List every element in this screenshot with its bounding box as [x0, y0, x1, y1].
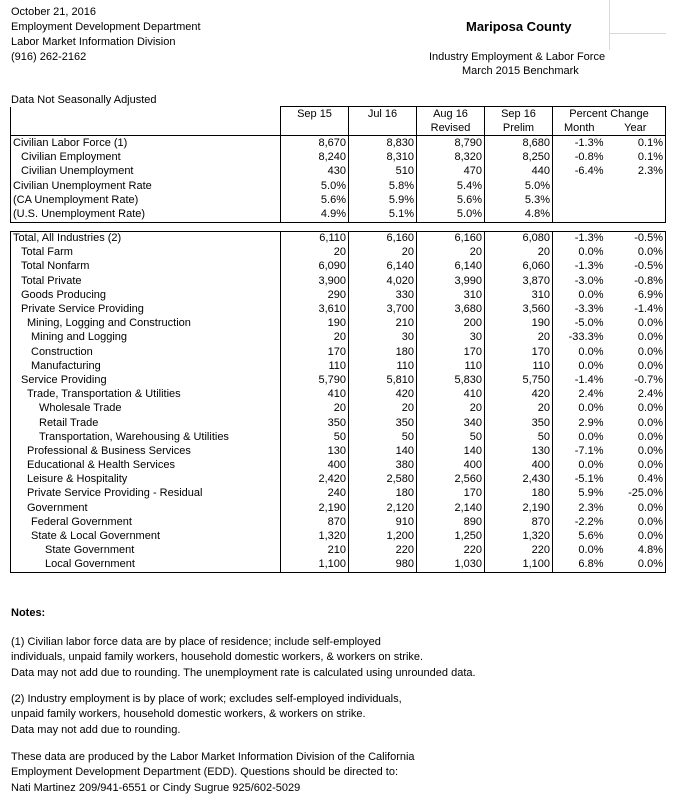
row-label: Private Service Providing - Residual — [11, 487, 281, 501]
value-cell: 130 — [281, 444, 349, 458]
month-change-cell: 0.0% — [553, 402, 606, 416]
month-change-cell: 2.4% — [553, 388, 606, 402]
value-cell: 200 — [417, 317, 485, 331]
value-cell: 220 — [485, 544, 553, 558]
table-row — [11, 165, 666, 179]
row-label: State Government — [11, 544, 281, 558]
year-change-cell — [606, 207, 666, 222]
value-cell: 110 — [485, 359, 553, 373]
value-cell: 2,120 — [349, 501, 417, 515]
value-cell: 8,670 — [281, 136, 349, 151]
note-3-line: Employment Development Department (EDD). Questions should be directed to: — [11, 766, 399, 779]
value-cell: 5.3% — [485, 193, 553, 207]
row-label: (U.S. Unemployment Rate) — [11, 207, 281, 222]
value-cell: 410 — [281, 388, 349, 402]
value-cell: 5.0% — [417, 207, 485, 222]
value-cell: 240 — [281, 487, 349, 501]
month-change-cell: -5.0% — [553, 317, 606, 331]
value-cell: 5.6% — [417, 193, 485, 207]
month-change-cell: 6.8% — [553, 558, 606, 573]
value-cell: 180 — [485, 487, 553, 501]
month-change-cell — [553, 179, 606, 193]
value-cell: 350 — [281, 416, 349, 430]
value-cell: 470 — [417, 165, 485, 179]
value-cell: 6,140 — [349, 260, 417, 274]
value-cell: 6,160 — [417, 231, 485, 246]
value-cell: 3,680 — [417, 302, 485, 316]
table-row — [11, 151, 666, 165]
value-cell: 190 — [281, 317, 349, 331]
value-cell: 6,160 — [349, 231, 417, 246]
month-change-cell: 2.9% — [553, 416, 606, 430]
row-label: Total Farm — [11, 246, 281, 260]
note-3 — [11, 750, 415, 796]
value-cell: 130 — [485, 444, 553, 458]
month-change-cell: -3.0% — [553, 274, 606, 288]
year-change-cell: 0.0% — [606, 331, 666, 345]
year-change-cell: -0.5% — [606, 231, 666, 246]
value-cell: 430 — [281, 165, 349, 179]
value-cell: 6,060 — [485, 260, 553, 274]
year-change-cell: 0.0% — [606, 345, 666, 359]
value-cell: 170 — [485, 345, 553, 359]
value-cell: 3,610 — [281, 302, 349, 316]
value-cell: 210 — [349, 317, 417, 331]
table-row — [11, 302, 666, 316]
month-change-cell: 5.9% — [553, 487, 606, 501]
value-cell: 5,790 — [281, 373, 349, 387]
table-row — [11, 345, 666, 359]
value-cell: 50 — [417, 430, 485, 444]
row-label: Goods Producing — [11, 288, 281, 302]
table-row — [11, 231, 666, 246]
row-label: Manufacturing — [11, 359, 281, 373]
value-cell: 290 — [281, 288, 349, 302]
row-label: Civilian Employment — [11, 151, 281, 165]
value-cell: 6,090 — [281, 260, 349, 274]
year-change-cell: 0.0% — [606, 430, 666, 444]
empty-cell-outline — [609, 34, 666, 50]
value-cell: 870 — [281, 515, 349, 529]
value-cell: 310 — [485, 288, 553, 302]
value-cell: 50 — [349, 430, 417, 444]
value-cell: 340 — [417, 416, 485, 430]
table-row — [11, 260, 666, 274]
month-change-cell: 5.6% — [553, 529, 606, 543]
value-cell: 4.9% — [281, 207, 349, 222]
value-cell: 110 — [417, 359, 485, 373]
value-cell: 1,250 — [417, 529, 485, 543]
col-header-jul16: Jul 16 — [349, 107, 417, 122]
month-change-cell: -2.2% — [553, 515, 606, 529]
value-cell: 220 — [417, 544, 485, 558]
year-change-cell: 0.4% — [606, 473, 666, 487]
col-header-percent-change: Percent Change — [553, 107, 666, 122]
table-row — [11, 416, 666, 430]
table-row — [11, 373, 666, 387]
row-label: Private Service Providing — [11, 302, 281, 316]
row-label: Service Providing — [11, 373, 281, 387]
row-label: Mining, Logging and Construction — [11, 317, 281, 331]
value-cell: 5.0% — [485, 179, 553, 193]
table-row — [11, 558, 666, 573]
col-header-month: Month — [553, 121, 606, 136]
county-title: Mariposa County — [466, 19, 572, 34]
value-cell: 5.4% — [417, 179, 485, 193]
year-change-cell: 2.3% — [606, 165, 666, 179]
table-row — [11, 359, 666, 373]
value-cell: 410 — [417, 388, 485, 402]
report-subtitle: Industry Employment & Labor Force — [429, 51, 606, 63]
value-cell: 140 — [417, 444, 485, 458]
value-cell: 2,420 — [281, 473, 349, 487]
month-change-cell: -0.8% — [553, 151, 606, 165]
value-cell: 3,870 — [485, 274, 553, 288]
value-cell: 20 — [349, 246, 417, 260]
value-cell: 50 — [485, 430, 553, 444]
row-label: Local Government — [11, 558, 281, 573]
row-label: (CA Unemployment Rate) — [11, 193, 281, 207]
note-1-line: individuals, unpaid family workers, household domestic workers, & workers on strike. — [11, 651, 424, 664]
col-header-sep16: Sep 16 — [485, 107, 553, 122]
col-header-year: Year — [606, 121, 666, 136]
month-change-cell: 0.0% — [553, 459, 606, 473]
row-label: Leisure & Hospitality — [11, 473, 281, 487]
year-change-cell: 2.4% — [606, 388, 666, 402]
value-cell: 2,190 — [485, 501, 553, 515]
value-cell: 870 — [485, 515, 553, 529]
table-row — [11, 193, 666, 207]
value-cell: 50 — [281, 430, 349, 444]
month-change-cell: -3.3% — [553, 302, 606, 316]
value-cell: 20 — [485, 402, 553, 416]
month-change-cell — [553, 193, 606, 207]
value-cell: 220 — [349, 544, 417, 558]
month-change-cell: 0.0% — [553, 345, 606, 359]
value-cell: 110 — [349, 359, 417, 373]
row-label: Educational & Health Services — [11, 459, 281, 473]
value-cell: 5.0% — [281, 179, 349, 193]
value-cell: 980 — [349, 558, 417, 573]
adjustment-note: Data Not Seasonally Adjusted — [11, 94, 157, 106]
value-cell: 350 — [349, 416, 417, 430]
table-row — [11, 515, 666, 529]
row-label: Federal Government — [11, 515, 281, 529]
subheader-row — [11, 121, 666, 136]
month-change-cell: -33.3% — [553, 331, 606, 345]
table-row — [11, 331, 666, 345]
value-cell: 140 — [349, 444, 417, 458]
col-header-sep15: Sep 15 — [281, 107, 349, 122]
value-cell: 30 — [417, 331, 485, 345]
value-cell: 5,750 — [485, 373, 553, 387]
value-cell: 4.8% — [485, 207, 553, 222]
value-cell: 400 — [485, 459, 553, 473]
value-cell: 2,430 — [485, 473, 553, 487]
value-cell: 6,080 — [485, 231, 553, 246]
row-label: Retail Trade — [11, 416, 281, 430]
value-cell: 420 — [485, 388, 553, 402]
table-row — [11, 487, 666, 501]
value-cell: 20 — [485, 246, 553, 260]
value-cell: 910 — [349, 515, 417, 529]
year-change-cell: 0.0% — [606, 558, 666, 573]
value-cell: 310 — [417, 288, 485, 302]
value-cell: 210 — [281, 544, 349, 558]
month-change-cell: -7.1% — [553, 444, 606, 458]
value-cell: 3,900 — [281, 274, 349, 288]
table-row — [11, 430, 666, 444]
benchmark-label: March 2015 Benchmark — [462, 65, 579, 77]
value-cell: 5,830 — [417, 373, 485, 387]
value-cell: 3,990 — [417, 274, 485, 288]
value-cell: 6,140 — [417, 260, 485, 274]
row-label: Professional & Business Services — [11, 444, 281, 458]
year-change-cell: -0.5% — [606, 260, 666, 274]
note-1-line: Data may not add due to rounding. The unemployment rate is calculated using unrounded data. — [11, 666, 476, 679]
value-cell: 2,190 — [281, 501, 349, 515]
value-cell: 330 — [349, 288, 417, 302]
row-label: Transportation, Warehousing & Utilities — [11, 430, 281, 444]
table-row — [11, 459, 666, 473]
year-change-cell: -1.4% — [606, 302, 666, 316]
value-cell: 2,140 — [417, 501, 485, 515]
value-cell: 1,030 — [417, 558, 485, 573]
value-cell: 1,320 — [281, 529, 349, 543]
note-2-line: Data may not add due to rounding. — [11, 723, 181, 736]
header-row — [11, 107, 666, 122]
value-cell: 2,580 — [349, 473, 417, 487]
month-change-cell: 0.0% — [553, 359, 606, 373]
value-cell: 8,320 — [417, 151, 485, 165]
value-cell: 1,100 — [281, 558, 349, 573]
notes-title: Notes: — [11, 607, 46, 619]
value-cell: 20 — [281, 402, 349, 416]
table-row — [11, 317, 666, 331]
table-row — [11, 207, 666, 222]
value-cell: 5.1% — [349, 207, 417, 222]
table-row — [11, 179, 666, 193]
value-cell: 5.6% — [281, 193, 349, 207]
note-1-line: (1) Civilian labor force data are by place of residence; include self-employed — [11, 636, 381, 648]
value-cell: 3,560 — [485, 302, 553, 316]
month-change-cell — [553, 207, 606, 222]
empty-cell-outline — [609, 0, 666, 34]
year-change-cell: 0.0% — [606, 444, 666, 458]
col-subheader-revised: Revised — [417, 121, 485, 136]
month-change-cell: 0.0% — [553, 430, 606, 444]
value-cell: 3,700 — [349, 302, 417, 316]
year-change-cell: 0.0% — [606, 402, 666, 416]
value-cell: 420 — [349, 388, 417, 402]
row-label: Total, All Industries (2) — [11, 231, 281, 246]
year-change-cell: 0.0% — [606, 246, 666, 260]
month-change-cell: -1.3% — [553, 260, 606, 274]
value-cell: 170 — [417, 345, 485, 359]
year-change-cell: 0.1% — [606, 151, 666, 165]
month-change-cell: 0.0% — [553, 544, 606, 558]
row-label: Civilian Unemployment Rate — [11, 179, 281, 193]
year-change-cell: 0.0% — [606, 501, 666, 515]
year-change-cell: 4.8% — [606, 544, 666, 558]
row-label: Total Nonfarm — [11, 260, 281, 274]
month-change-cell: 0.0% — [553, 246, 606, 260]
year-change-cell: 0.0% — [606, 317, 666, 331]
col-header-aug16: Aug 16 — [417, 107, 485, 122]
table-row — [11, 288, 666, 302]
table-row — [11, 501, 666, 515]
value-cell: 30 — [349, 331, 417, 345]
month-change-cell: -5.1% — [553, 473, 606, 487]
year-change-cell: 0.1% — [606, 136, 666, 151]
note-2-line: (2) Industry employment is by place of work; excludes self-employed individuals, — [11, 693, 402, 705]
table-row — [11, 136, 666, 151]
value-cell: 190 — [485, 317, 553, 331]
row-label: Wholesale Trade — [11, 402, 281, 416]
row-label: Construction — [11, 345, 281, 359]
row-label: Government — [11, 501, 281, 515]
month-change-cell: -1.4% — [553, 373, 606, 387]
note-2 — [11, 692, 402, 738]
value-cell: 170 — [281, 345, 349, 359]
value-cell: 8,250 — [485, 151, 553, 165]
value-cell: 20 — [281, 246, 349, 260]
row-label: Civilian Labor Force (1) — [11, 136, 281, 151]
value-cell: 5,810 — [349, 373, 417, 387]
month-change-cell: -6.4% — [553, 165, 606, 179]
table-row — [11, 274, 666, 288]
value-cell: 8,830 — [349, 136, 417, 151]
value-cell: 4,020 — [349, 274, 417, 288]
value-cell: 350 — [485, 416, 553, 430]
year-change-cell: 0.0% — [606, 529, 666, 543]
value-cell: 2,560 — [417, 473, 485, 487]
value-cell: 510 — [349, 165, 417, 179]
value-cell: 20 — [485, 331, 553, 345]
month-change-cell: -1.3% — [553, 231, 606, 246]
value-cell: 20 — [417, 246, 485, 260]
value-cell: 20 — [349, 402, 417, 416]
value-cell: 5.9% — [349, 193, 417, 207]
value-cell: 20 — [281, 331, 349, 345]
row-label: Total Private — [11, 274, 281, 288]
table-row — [11, 444, 666, 458]
year-change-cell: 6.9% — [606, 288, 666, 302]
value-cell: 380 — [349, 459, 417, 473]
col-subheader-prelim: Prelim — [485, 121, 553, 136]
month-change-cell: 0.0% — [553, 288, 606, 302]
department-name: Employment Development Department — [11, 21, 201, 33]
row-label: Trade, Transportation & Utilities — [11, 388, 281, 402]
value-cell: 890 — [417, 515, 485, 529]
section-spacer — [11, 222, 666, 231]
row-label: Mining and Logging — [11, 331, 281, 345]
year-change-cell — [606, 193, 666, 207]
note-3-line: These data are produced by the Labor Market Information Division of the California — [11, 751, 415, 763]
value-cell: 20 — [417, 402, 485, 416]
row-label: Civilian Unemployment — [11, 165, 281, 179]
year-change-cell: 0.0% — [606, 416, 666, 430]
table-row — [11, 473, 666, 487]
note-3-line: Nati Martinez 209/941-6551 or Cindy Sugrue 925/602-5029 — [11, 781, 301, 794]
month-change-cell: 2.3% — [553, 501, 606, 515]
value-cell: 440 — [485, 165, 553, 179]
note-1 — [11, 635, 476, 681]
value-cell: 8,310 — [349, 151, 417, 165]
value-cell: 1,320 — [485, 529, 553, 543]
row-label: State & Local Government — [11, 529, 281, 543]
month-change-cell: -1.3% — [553, 136, 606, 151]
table-row — [11, 246, 666, 260]
year-change-cell: 0.0% — [606, 515, 666, 529]
employment-table — [10, 106, 666, 573]
value-cell: 400 — [281, 459, 349, 473]
value-cell: 1,100 — [485, 558, 553, 573]
report-date: October 21, 2016 — [11, 6, 97, 18]
year-change-cell — [606, 179, 666, 193]
value-cell: 110 — [281, 359, 349, 373]
table-row — [11, 402, 666, 416]
table-row — [11, 529, 666, 543]
value-cell: 180 — [349, 345, 417, 359]
value-cell: 400 — [417, 459, 485, 473]
year-change-cell: 0.0% — [606, 459, 666, 473]
value-cell: 8,680 — [485, 136, 553, 151]
year-change-cell: -0.7% — [606, 373, 666, 387]
table-row — [11, 388, 666, 402]
table-row — [11, 544, 666, 558]
value-cell: 170 — [417, 487, 485, 501]
value-cell: 180 — [349, 487, 417, 501]
phone-number: (916) 262-2162 — [11, 51, 87, 63]
value-cell: 5.8% — [349, 179, 417, 193]
value-cell: 8,240 — [281, 151, 349, 165]
year-change-cell: -25.0% — [606, 487, 666, 501]
division-name: Labor Market Information Division — [11, 36, 176, 48]
note-2-line: unpaid family workers, household domestic workers, & workers on strike. — [11, 708, 366, 721]
value-cell: 1,200 — [349, 529, 417, 543]
value-cell: 6,110 — [281, 231, 349, 246]
year-change-cell: -0.8% — [606, 274, 666, 288]
value-cell: 8,790 — [417, 136, 485, 151]
year-change-cell: 0.0% — [606, 359, 666, 373]
